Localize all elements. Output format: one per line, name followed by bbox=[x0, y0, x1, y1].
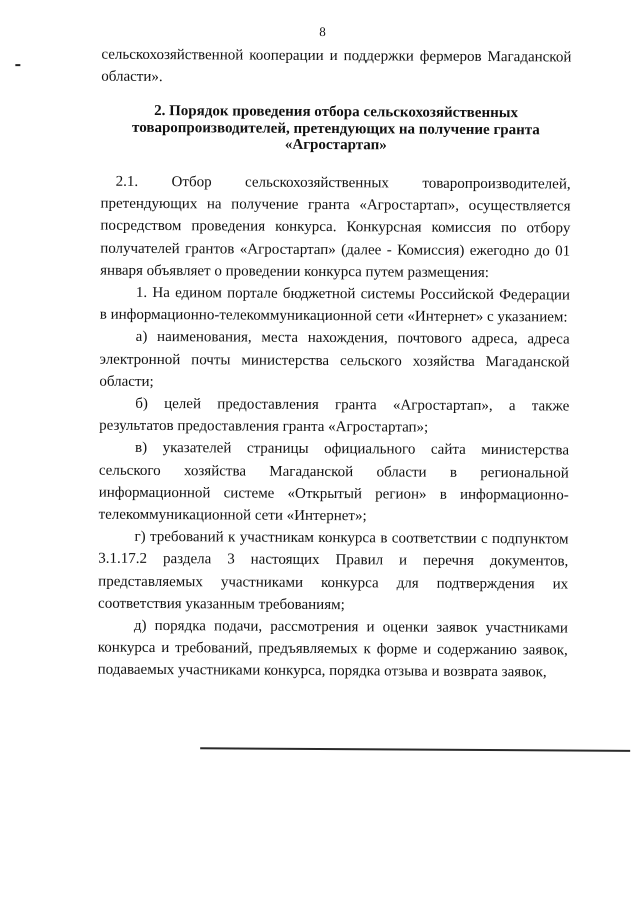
continuation-text: сельскохозяйственной кооперации и поддержки фермеров Магаданской области». bbox=[101, 46, 572, 86]
scan-mark bbox=[15, 64, 20, 66]
paragraph-item-1: 1. На едином портале бюджетной системы Российской Федерации в информационно-телекоммуникационной сети «Интернет» с указанием: bbox=[99, 284, 570, 326]
paragraph-item-a: а) наименования, места нахождения, почтового адреса, адреса электронной почты министерства сельского хозяйства Магаданской области; bbox=[99, 329, 570, 390]
paragraph-item-v: в) указателей страницы официального сайта министерства сельского хозяйства Магаданской области в региональной информационной системе «Открытый регион» в информационно-телекоммуникационной сети «Интернет»; bbox=[98, 440, 570, 525]
paragraph-item-g: г) требований к участникам конкурса в соответствии с подпунктом 3.1.17.2 раздела 3 настоящих Правил и перечня документов, представляемых участниками конкурса для подтверждения их соответствия указанным требованиям; bbox=[98, 529, 569, 614]
page-number: 8 bbox=[319, 23, 326, 40]
footer-rule bbox=[200, 747, 630, 752]
paragraph-item-b: б) целей предоставления гранта «Агростартап», а также результатов предоставления гранта «Агростартап»; bbox=[99, 395, 570, 436]
paragraph-2-1: 2.1. Отбор сельскохозяйственных товаропроизводителей, претендующих на получение гранта «Агростартап», осуществляется посредством проведения конкурса. Конкурсная комиссия по отбору получателей грантов «Агростартап» (далее - Комиссия) ежегодно до 01 января объявляет о проведении конкурса путем размещения: bbox=[100, 173, 571, 281]
paragraph-item-d: д) порядка подачи, рассмотрения и оценки заявок участниками конкурса и требований, предъявляемых к форме и содержанию заявок, подаваемых участниками конкурса, порядка отзыва и возврата заявок, bbox=[97, 617, 568, 681]
section-body bbox=[98, 171, 571, 685]
section-title: 2. Порядок проведения отбора сельскохозяйственных товаропроизводителей, претендующих на получение гранта «Агростартап» bbox=[132, 102, 540, 154]
